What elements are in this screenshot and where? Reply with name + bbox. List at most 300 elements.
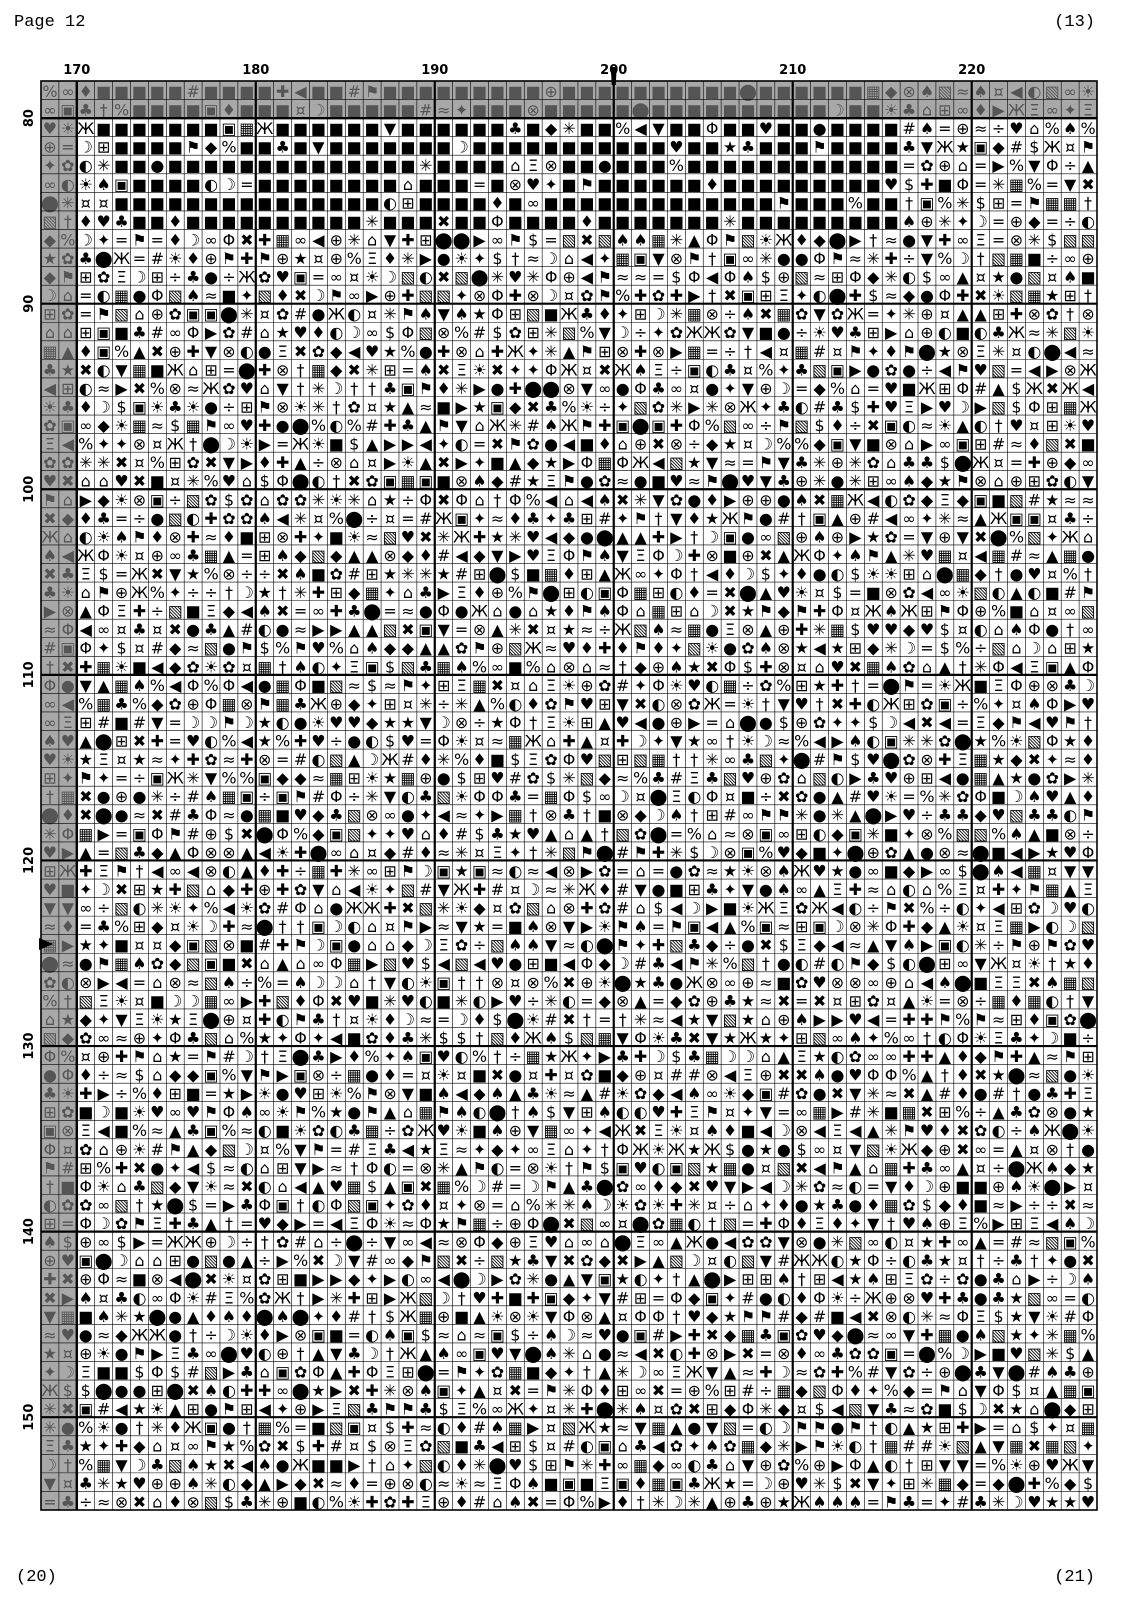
stitch-symbol: ♥ bbox=[329, 1176, 344, 1196]
stitch-symbol: ✖ bbox=[61, 471, 75, 491]
stitch-symbol: # bbox=[365, 1251, 379, 1271]
stitch-symbol: $ bbox=[116, 1232, 127, 1252]
stitch-symbol: ⊗ bbox=[1009, 230, 1024, 250]
stitch-symbol: ¤ bbox=[456, 1065, 467, 1085]
stitch-symbol: ⌂ bbox=[993, 620, 1004, 640]
stitch-symbol: ¤ bbox=[617, 1306, 628, 1326]
stitch-symbol: ☀ bbox=[526, 1009, 541, 1029]
stitch-symbol: Φ bbox=[276, 471, 289, 491]
stitch-symbol: ◐ bbox=[418, 991, 433, 1011]
stitch-symbol: ◐ bbox=[848, 1436, 863, 1456]
stitch-symbol: ✖ bbox=[973, 527, 988, 547]
stitch-symbol: ⌂ bbox=[957, 1381, 968, 1401]
stitch-symbol: ◐ bbox=[937, 1028, 952, 1048]
stitch-symbol: ♥ bbox=[239, 416, 254, 436]
stitch-symbol: ÷ bbox=[1045, 248, 1059, 268]
stitch-symbol: ¤ bbox=[98, 193, 109, 213]
stitch-symbol: ● bbox=[902, 230, 917, 250]
stitch-symbol: ◐ bbox=[830, 954, 845, 974]
stitch-symbol: ≈ bbox=[150, 416, 165, 436]
stitch-symbol: ∞ bbox=[723, 750, 737, 770]
stitch-symbol: Φ bbox=[813, 248, 826, 268]
stitch-symbol: ◐ bbox=[902, 954, 917, 974]
stitch-symbol: ☀ bbox=[454, 1473, 469, 1493]
stitch-symbol: ♥ bbox=[866, 750, 881, 770]
stitch-symbol: ◆ bbox=[634, 657, 647, 677]
stitch-symbol: % bbox=[1044, 1473, 1060, 1493]
stitch-symbol: ✖ bbox=[114, 879, 129, 899]
stitch-symbol: ⊞ bbox=[938, 378, 952, 398]
stitch-symbol: = bbox=[275, 434, 290, 454]
stitch-symbol: ◆ bbox=[348, 583, 361, 603]
stitch-symbol: % bbox=[42, 81, 58, 101]
stitch-symbol: ⬤ bbox=[1061, 1121, 1080, 1141]
stitch-symbol: ◐ bbox=[884, 1455, 899, 1475]
stitch-symbol: ♦ bbox=[1080, 787, 1096, 807]
stitch-symbol: ⊗ bbox=[365, 805, 379, 825]
stitch-symbol: ⊞ bbox=[1081, 1399, 1095, 1419]
stitch-symbol: ▧ bbox=[203, 1362, 219, 1382]
stitch-symbol: ♣ bbox=[275, 137, 290, 157]
stitch-symbol: # bbox=[454, 824, 469, 844]
stitch-symbol: ♥ bbox=[884, 620, 899, 640]
stitch-symbol: ♦ bbox=[651, 1176, 666, 1196]
stitch-symbol: ▲ bbox=[1028, 824, 1041, 844]
stitch-symbol: ✿ bbox=[258, 1269, 272, 1289]
stitch-symbol: ⊗ bbox=[472, 620, 487, 640]
stitch-symbol: ✚ bbox=[1027, 453, 1042, 473]
stitch-symbol: ■ bbox=[418, 119, 434, 139]
stitch-symbol: † bbox=[278, 657, 287, 677]
stitch-symbol: ⚑ bbox=[543, 1176, 559, 1196]
stitch-symbol: ▼ bbox=[401, 1084, 415, 1104]
stitch-symbol: ÷ bbox=[884, 1251, 898, 1271]
stitch-symbol: = bbox=[490, 917, 505, 937]
stitch-symbol: ■ bbox=[185, 193, 201, 213]
stitch-symbol: ✦ bbox=[472, 508, 487, 528]
stitch-symbol: ⊞ bbox=[204, 360, 218, 380]
stitch-symbol: ◐ bbox=[60, 972, 75, 992]
stitch-symbol: ▧ bbox=[257, 286, 273, 306]
stitch-symbol: ¤ bbox=[635, 787, 646, 807]
stitch-symbol: ■ bbox=[865, 174, 881, 194]
stitch-symbol: # bbox=[598, 508, 612, 528]
stitch-symbol: ✖ bbox=[777, 991, 791, 1011]
stitch-symbol: ◀ bbox=[1010, 842, 1023, 862]
stitch-symbol: ▦ bbox=[78, 824, 94, 844]
stitch-symbol: ♥ bbox=[740, 768, 756, 788]
stitch-symbol: ☀ bbox=[203, 1176, 219, 1196]
stitch-symbol: ≈ bbox=[293, 620, 308, 640]
stitch-symbol: ✚ bbox=[1063, 1084, 1077, 1104]
stitch-symbol: ♥ bbox=[311, 638, 326, 658]
stitch-symbol: ■ bbox=[239, 81, 255, 101]
stitch-symbol: ¤ bbox=[742, 434, 754, 454]
stitch-symbol: ☽ bbox=[311, 286, 326, 306]
stitch-symbol: ◆ bbox=[1010, 750, 1023, 770]
stitch-symbol: ⬤ bbox=[1043, 1176, 1062, 1196]
stitch-symbol: ✳ bbox=[383, 304, 397, 324]
stitch-symbol: ◆ bbox=[491, 1139, 504, 1159]
stitch-symbol: ⚑ bbox=[937, 1381, 953, 1401]
stitch-symbol: ◀ bbox=[115, 972, 128, 992]
stitch-symbol: ☀ bbox=[812, 323, 827, 343]
stitch-symbol: ◐ bbox=[204, 731, 218, 751]
stitch-symbol: ☽ bbox=[221, 174, 237, 194]
stitch-symbol: # bbox=[777, 508, 791, 528]
stitch-symbol: ▧ bbox=[991, 397, 1007, 417]
stitch-symbol: ✿ bbox=[598, 898, 612, 918]
stitch-symbol: ▼ bbox=[867, 1214, 880, 1234]
stitch-symbol: ★ bbox=[42, 1343, 58, 1363]
stitch-symbol: ≈ bbox=[884, 1084, 898, 1104]
stitch-symbol: ♥ bbox=[42, 471, 58, 491]
stitch-symbol: ▧ bbox=[1080, 972, 1096, 992]
stitch-symbol: ● bbox=[132, 286, 147, 306]
stitch-symbol: ⊕ bbox=[1045, 453, 1059, 473]
stitch-symbol: % bbox=[543, 972, 559, 992]
stitch-symbol: ✳ bbox=[96, 1473, 111, 1493]
stitch-symbol: ⬤ bbox=[291, 1381, 310, 1401]
stitch-symbol: ▧ bbox=[418, 1455, 434, 1475]
stitch-symbol: # bbox=[490, 1176, 505, 1196]
stitch-symbol: ■ bbox=[955, 323, 971, 343]
stitch-symbol: ✚ bbox=[240, 1381, 254, 1401]
stitch-symbol: ⌂ bbox=[259, 323, 270, 343]
stitch-symbol: = bbox=[437, 1009, 451, 1029]
stitch-symbol: ✖ bbox=[848, 1473, 863, 1493]
stitch-symbol: # bbox=[598, 1084, 612, 1104]
stitch-symbol: ≈ bbox=[61, 954, 75, 974]
stitch-symbol: ♦ bbox=[257, 861, 272, 881]
stitch-symbol: Ж bbox=[703, 1139, 721, 1159]
stitch-symbol: ✿ bbox=[794, 898, 809, 918]
stitch-symbol: ● bbox=[60, 1418, 75, 1438]
stitch-symbol: ÷ bbox=[96, 1065, 111, 1085]
stitch-symbol: # bbox=[651, 1325, 666, 1345]
stitch-symbol: ✳ bbox=[544, 842, 558, 862]
stitch-symbol: ✿ bbox=[168, 694, 182, 714]
stitch-symbol: % bbox=[310, 416, 327, 436]
stitch-symbol: Φ bbox=[956, 378, 970, 398]
stitch-symbol: ⊕ bbox=[741, 490, 755, 510]
stitch-symbol: ⚑ bbox=[1009, 712, 1024, 732]
stitch-symbol: ♦ bbox=[955, 1047, 970, 1066]
stitch-symbol: ▧ bbox=[525, 304, 541, 324]
stitch-symbol: ▲ bbox=[419, 416, 432, 436]
stitch-symbol: ¤ bbox=[80, 193, 91, 213]
stitch-symbol: ▶ bbox=[330, 1381, 343, 1401]
stitch-symbol: ▶ bbox=[974, 397, 987, 417]
stitch-symbol: ✖ bbox=[311, 1251, 326, 1271]
stitch-symbol: ♠ bbox=[1027, 1121, 1042, 1141]
stitch-symbol: ☽ bbox=[776, 1176, 791, 1196]
stitch-symbol: ▼ bbox=[759, 1102, 773, 1122]
stitch-symbol: † bbox=[332, 397, 341, 417]
stitch-symbol: Φ bbox=[312, 991, 325, 1011]
stitch-symbol: ⚑ bbox=[579, 416, 595, 436]
stitch-symbol: ÷ bbox=[991, 1251, 1006, 1271]
stitch-symbol: ☽ bbox=[311, 972, 326, 992]
stitch-symbol: ∞ bbox=[830, 1028, 845, 1048]
stitch-symbol: ▲ bbox=[670, 1418, 683, 1438]
stitch-symbol: ■ bbox=[239, 156, 255, 176]
stitch-symbol: ▦ bbox=[471, 675, 488, 695]
stitch-symbol: ⊗ bbox=[508, 1306, 522, 1326]
stitch-symbol: ☽ bbox=[221, 1232, 237, 1252]
stitch-symbol: ⊞ bbox=[275, 1158, 290, 1178]
stitch-symbol: † bbox=[135, 1418, 144, 1438]
stitch-symbol: ■ bbox=[418, 193, 434, 213]
stitch-symbol: ✳ bbox=[884, 1121, 898, 1141]
stitch-symbol: ♥ bbox=[42, 879, 58, 899]
stitch-symbol: $ bbox=[939, 453, 950, 473]
stitch-symbol: Ξ bbox=[832, 879, 843, 899]
stitch-symbol: ◀ bbox=[1010, 861, 1023, 881]
stitch-symbol: ♣ bbox=[185, 545, 201, 565]
stitch-symbol: ♦ bbox=[955, 1195, 970, 1215]
stitch-symbol: ■ bbox=[883, 861, 899, 881]
stitch-symbol: ⬤ bbox=[434, 230, 453, 250]
stitch-symbol: ☀ bbox=[132, 1102, 147, 1122]
stitch-symbol: # bbox=[150, 1139, 165, 1159]
stitch-symbol: ☽ bbox=[42, 286, 58, 306]
stitch-symbol: Ж bbox=[560, 1047, 578, 1066]
stitch-symbol: ♣ bbox=[1062, 675, 1078, 695]
stitch-symbol: ■ bbox=[149, 137, 165, 157]
stitch-symbol: ÷ bbox=[311, 453, 326, 473]
stitch-symbol: Φ bbox=[1081, 1306, 1095, 1326]
stitch-symbol: ⊕ bbox=[705, 991, 719, 1011]
stitch-symbol: ■ bbox=[507, 137, 523, 157]
stitch-symbol: ⚑ bbox=[400, 1399, 416, 1419]
stitch-symbol: ◆ bbox=[920, 1139, 934, 1159]
stitch-symbol: ▶ bbox=[383, 1288, 397, 1308]
stitch-symbol: ◀ bbox=[706, 917, 719, 937]
stitch-symbol: ◆ bbox=[491, 1232, 504, 1252]
stitch-symbol: ☽ bbox=[96, 1102, 111, 1122]
stitch-symbol: ▧ bbox=[561, 842, 577, 862]
stitch-symbol: ☀ bbox=[114, 657, 129, 677]
stitch-symbol: ● bbox=[1045, 620, 1060, 640]
stitch-symbol: ■ bbox=[776, 174, 792, 194]
stitch-symbol: ✳ bbox=[401, 248, 415, 268]
stitch-symbol: ◆ bbox=[79, 1009, 92, 1029]
stitch-symbol: ✚ bbox=[508, 286, 522, 306]
stitch-symbol: ∞ bbox=[454, 1343, 469, 1363]
stitch-symbol: ▼ bbox=[527, 1121, 540, 1141]
stitch-symbol: ☀ bbox=[347, 1492, 362, 1512]
stitch-symbol: ♠ bbox=[221, 1306, 237, 1326]
stitch-symbol: Φ bbox=[992, 1381, 1005, 1401]
stitch-symbol: Ξ bbox=[80, 1121, 91, 1141]
stitch-symbol: ≈ bbox=[222, 750, 236, 770]
stitch-symbol: Ж bbox=[900, 601, 918, 621]
stitch-symbol: ◐ bbox=[1081, 1288, 1096, 1308]
stitch-symbol: Φ bbox=[1010, 675, 1023, 695]
stitch-symbol: ♠ bbox=[1009, 824, 1024, 844]
stitch-symbol: ★ bbox=[561, 620, 577, 640]
stitch-symbol: ■ bbox=[686, 81, 702, 101]
stitch-symbol: ✳ bbox=[365, 211, 379, 231]
stitch-symbol: ≈ bbox=[186, 638, 200, 658]
stitch-symbol: ⌂ bbox=[152, 972, 163, 992]
stitch-symbol: ■ bbox=[650, 137, 667, 157]
stitch-symbol: ⊞ bbox=[669, 601, 684, 621]
stitch-symbol: ✦ bbox=[168, 1158, 182, 1178]
stitch-symbol: ✦ bbox=[1045, 1418, 1059, 1438]
stitch-symbol: ÷ bbox=[920, 805, 934, 825]
stitch-symbol: ▶ bbox=[97, 824, 110, 844]
stitch-symbol: ✚ bbox=[275, 453, 290, 473]
stitch-symbol: ⌂ bbox=[62, 323, 73, 343]
stitch-symbol: ■ bbox=[776, 119, 792, 139]
stitch-symbol: ✦ bbox=[723, 879, 737, 899]
stitch-symbol: ∞ bbox=[1045, 100, 1059, 120]
stitch-symbol: ▼ bbox=[43, 898, 57, 918]
stitch-symbol: ▣ bbox=[829, 360, 846, 380]
stitch-symbol: ■ bbox=[257, 81, 273, 101]
stitch-symbol: ■ bbox=[239, 193, 255, 213]
stitch-symbol: ⊕ bbox=[759, 1455, 773, 1475]
stitch-symbol: ◆ bbox=[795, 1381, 808, 1401]
stitch-symbol: ◀ bbox=[1010, 81, 1023, 101]
stitch-symbol: % bbox=[937, 879, 953, 899]
stitch-symbol: ★ bbox=[382, 712, 398, 732]
stitch-symbol: ◆ bbox=[723, 1399, 737, 1419]
stitch-symbol: ▶ bbox=[920, 434, 934, 454]
stitch-symbol: ◆ bbox=[956, 490, 969, 510]
stitch-symbol: ☽ bbox=[132, 267, 147, 287]
stitch-symbol: ✖ bbox=[240, 1176, 254, 1196]
stitch-symbol: ♠ bbox=[185, 1473, 201, 1493]
stitch-symbol: ● bbox=[597, 156, 612, 176]
stitch-symbol: ✚ bbox=[902, 917, 916, 937]
stitch-symbol: ▼ bbox=[652, 248, 665, 268]
stitch-symbol: ♦ bbox=[168, 1492, 183, 1512]
stitch-symbol: ✦ bbox=[544, 174, 558, 194]
stitch-symbol: = bbox=[956, 712, 970, 732]
stitch-symbol: ■ bbox=[328, 119, 344, 139]
stitch-symbol: ⊞ bbox=[580, 508, 594, 528]
stitch-symbol: ∞ bbox=[938, 267, 952, 287]
stitch-symbol: ⌂ bbox=[62, 286, 73, 306]
stitch-symbol: ■ bbox=[758, 174, 774, 194]
stitch-symbol: ∞ bbox=[383, 805, 397, 825]
stitch-symbol: ▼ bbox=[920, 137, 934, 157]
stitch-symbol: ♥ bbox=[561, 638, 577, 658]
stitch-symbol: ■ bbox=[149, 193, 165, 213]
stitch-symbol: ■ bbox=[579, 1473, 595, 1493]
stitch-symbol: $ bbox=[420, 954, 431, 974]
stitch-symbol: ✖ bbox=[293, 286, 308, 306]
stitch-symbol: Ж bbox=[524, 1028, 542, 1048]
stitch-symbol: ✚ bbox=[956, 1418, 970, 1438]
stitch-symbol: ⊗ bbox=[114, 1492, 129, 1512]
stitch-symbol: ✖ bbox=[222, 1455, 236, 1475]
stitch-symbol: ▧ bbox=[991, 360, 1007, 380]
stitch-symbol: ⚑ bbox=[579, 174, 595, 194]
stitch-symbol: ■ bbox=[114, 712, 130, 732]
stitch-symbol: ≈ bbox=[902, 1399, 916, 1419]
stitch-symbol: ◐ bbox=[973, 323, 988, 343]
stitch-symbol: ▲ bbox=[222, 620, 236, 640]
stitch-symbol: ◀ bbox=[562, 434, 576, 454]
stitch-symbol: # bbox=[1009, 545, 1024, 565]
stitch-symbol: ⌂ bbox=[563, 824, 575, 844]
stitch-symbol: ⊕ bbox=[168, 341, 182, 361]
stitch-symbol: ⊗ bbox=[669, 434, 684, 454]
stitch-symbol: ■ bbox=[489, 453, 505, 473]
stitch-symbol: ✳ bbox=[687, 1195, 701, 1215]
stitch-symbol: ✦ bbox=[973, 898, 988, 918]
stitch-symbol: ⚑ bbox=[203, 1102, 219, 1122]
stitch-symbol: ⌂ bbox=[313, 1232, 324, 1252]
stitch-symbol: ✖ bbox=[347, 471, 361, 491]
stitch-symbol: ☀ bbox=[615, 1195, 630, 1215]
stitch-symbol: ♣ bbox=[418, 657, 433, 677]
stitch-symbol: Φ bbox=[652, 675, 665, 695]
stitch-symbol: ▶ bbox=[688, 286, 701, 306]
stitch-symbol: ✦ bbox=[848, 1214, 863, 1234]
stitch-symbol: ■ bbox=[471, 81, 488, 101]
stitch-symbol: ∞ bbox=[401, 1232, 415, 1252]
stitch-symbol: ◀ bbox=[151, 657, 164, 677]
stitch-symbol: ◀ bbox=[831, 1399, 844, 1419]
stitch-symbol: ⊞ bbox=[79, 323, 93, 343]
stitch-symbol: ■ bbox=[561, 193, 577, 213]
stitch-symbol: ☽ bbox=[543, 248, 559, 268]
stitch-symbol: ✦ bbox=[651, 323, 666, 343]
stitch-symbol: ◀ bbox=[79, 620, 92, 640]
stitch-symbol: ✚ bbox=[311, 1436, 326, 1456]
stitch-symbol: ♠ bbox=[436, 1343, 451, 1363]
stitch-symbol: ✿ bbox=[848, 1047, 863, 1066]
stitch-symbol: ✖ bbox=[275, 1436, 290, 1456]
stitch-symbol: ⌂ bbox=[921, 657, 933, 677]
stitch-symbol: ☽ bbox=[1045, 898, 1060, 918]
stitch-symbol: ◀ bbox=[419, 434, 432, 454]
stitch-symbol: ⚑ bbox=[364, 81, 380, 101]
stitch-symbol: ▲ bbox=[1064, 657, 1077, 677]
stitch-symbol: ♣ bbox=[794, 360, 809, 380]
stitch-symbol: ⊕ bbox=[794, 471, 809, 491]
stitch-symbol: ◐ bbox=[579, 935, 594, 955]
stitch-symbol: Φ bbox=[956, 174, 970, 194]
stitch-symbol: Ξ bbox=[1083, 879, 1094, 899]
stitch-symbol: ◀ bbox=[61, 545, 74, 565]
stitch-symbol: ■ bbox=[364, 119, 380, 139]
stitch-symbol: ● bbox=[579, 471, 594, 491]
stitch-symbol: ▣ bbox=[203, 1065, 219, 1085]
stitch-symbol: ▦ bbox=[114, 675, 130, 695]
stitch-symbol: ⊞ bbox=[383, 694, 397, 714]
stitch-symbol: ▣ bbox=[96, 323, 112, 343]
stitch-symbol: % bbox=[221, 768, 237, 788]
stitch-symbol: ▶ bbox=[1028, 1269, 1041, 1289]
stitch-symbol: ✦ bbox=[275, 1028, 290, 1048]
stitch-symbol: ♦ bbox=[597, 304, 612, 324]
stitch-symbol: ▶ bbox=[723, 490, 737, 510]
stitch-symbol: ♠ bbox=[400, 1047, 416, 1066]
stitch-symbol: ✦ bbox=[526, 341, 540, 361]
stitch-symbol: ⊞ bbox=[132, 879, 147, 899]
stitch-symbol: ♣ bbox=[347, 1121, 362, 1141]
stitch-symbol: % bbox=[955, 638, 971, 658]
stitch-symbol: † bbox=[922, 1028, 931, 1048]
stitch-symbol: ☀ bbox=[293, 397, 308, 417]
stitch-symbol: ✦ bbox=[723, 1288, 737, 1308]
